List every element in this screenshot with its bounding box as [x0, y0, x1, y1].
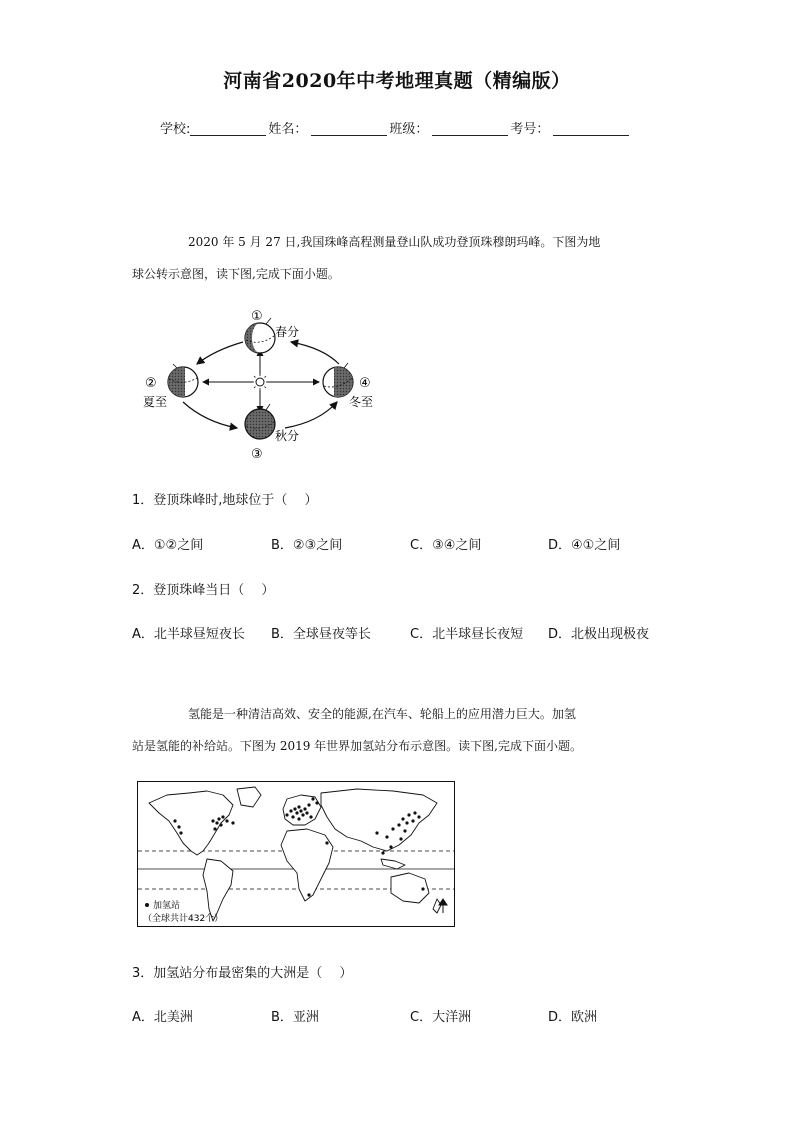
orbit-arrow-2-3: [183, 402, 237, 428]
label-spring: 春分: [275, 325, 300, 339]
orbit-arrow-1-2: [197, 342, 243, 364]
sun-icon: [252, 374, 268, 390]
question-2-stem: 2．登顶珠峰当日（ ）: [132, 583, 275, 598]
question-3-option-c[interactable]: C．大洋洲: [410, 1010, 472, 1025]
class-blank[interactable]: [432, 121, 508, 136]
question-1-option-a[interactable]: A．①②之间: [132, 538, 204, 553]
legend-item: 加氢站: [153, 901, 181, 911]
passage-1-line-2: 球公转示意图，读下图,完成下面小题。: [132, 267, 340, 281]
orbit-arrow-4-1: [291, 342, 339, 364]
question-3-option-a[interactable]: A．北美洲: [132, 1010, 193, 1025]
globe-4: [323, 363, 353, 397]
question-2-option-a[interactable]: A．北半球昼短夜长: [132, 627, 245, 642]
label-winter: 冬至: [349, 395, 374, 409]
question-2-option-c[interactable]: C．北半球昼长夜短: [410, 627, 524, 642]
question-2-option-d[interactable]: D．北极出现极夜: [548, 627, 650, 642]
question-3-option-b[interactable]: B．亚洲: [271, 1010, 319, 1025]
name-label: 姓名：: [268, 122, 308, 137]
globe-2: [168, 364, 198, 397]
question-2-option-b[interactable]: B．全球昼夜等长: [271, 627, 371, 642]
label-summer: 夏至: [143, 395, 168, 409]
label-autumn: 秋分: [275, 429, 300, 443]
question-1-option-d[interactable]: D．④①之间: [548, 538, 621, 553]
student-info-line: [160, 118, 631, 137]
class-label: 班级：: [389, 122, 429, 137]
question-1-option-c[interactable]: C．③④之间: [410, 538, 482, 553]
earth-revolution-diagram: [135, 306, 395, 462]
question-1-option-b[interactable]: B．②③之间: [271, 538, 343, 553]
school-blank[interactable]: [190, 121, 266, 136]
question-1-stem: 1．登顶珠峰时,地球位于（ ）: [132, 493, 318, 508]
globe-3: [245, 404, 275, 439]
orbit-arrow-3-4: [285, 402, 337, 428]
passage-1-line-1: 2020 年 5 月 27 日,我国珠峰高程测量登山队成功登顶珠穆朗玛峰。下图为地: [188, 235, 601, 249]
passage-2: [132, 698, 662, 762]
passage-2-line-2: 站是氢能的补给站。下图为 2019 年世界加氢站分布示意图。读下图,完成下面小题。: [132, 739, 582, 753]
school-label: 学校:: [160, 122, 191, 137]
label-pos2: ②: [145, 376, 157, 391]
legend-note: （全球共计432个）: [143, 914, 224, 924]
label-pos4: ④: [359, 376, 371, 391]
question-3-option-d[interactable]: D．欧洲: [548, 1010, 598, 1025]
label-pos3: ③: [251, 447, 263, 462]
passage-1: [132, 226, 662, 290]
hydrogen-station-world-map: [137, 781, 455, 927]
question-3-stem: 3．加氢站分布最密集的大洲是（ ）: [132, 966, 353, 981]
label-pos1: ①: [251, 309, 263, 324]
exam-no-blank[interactable]: [553, 121, 629, 136]
legend-dot-icon: [145, 903, 149, 907]
passage-2-line-1: 氢能是一种清洁高效、安全的能源,在汽车、轮船上的应用潜力巨大。加氢: [188, 707, 576, 721]
exam-no-label: 考号：: [510, 122, 550, 137]
page-title: 河南省2020年中考地理真题（精编版）: [223, 70, 571, 92]
name-blank[interactable]: [311, 121, 387, 136]
